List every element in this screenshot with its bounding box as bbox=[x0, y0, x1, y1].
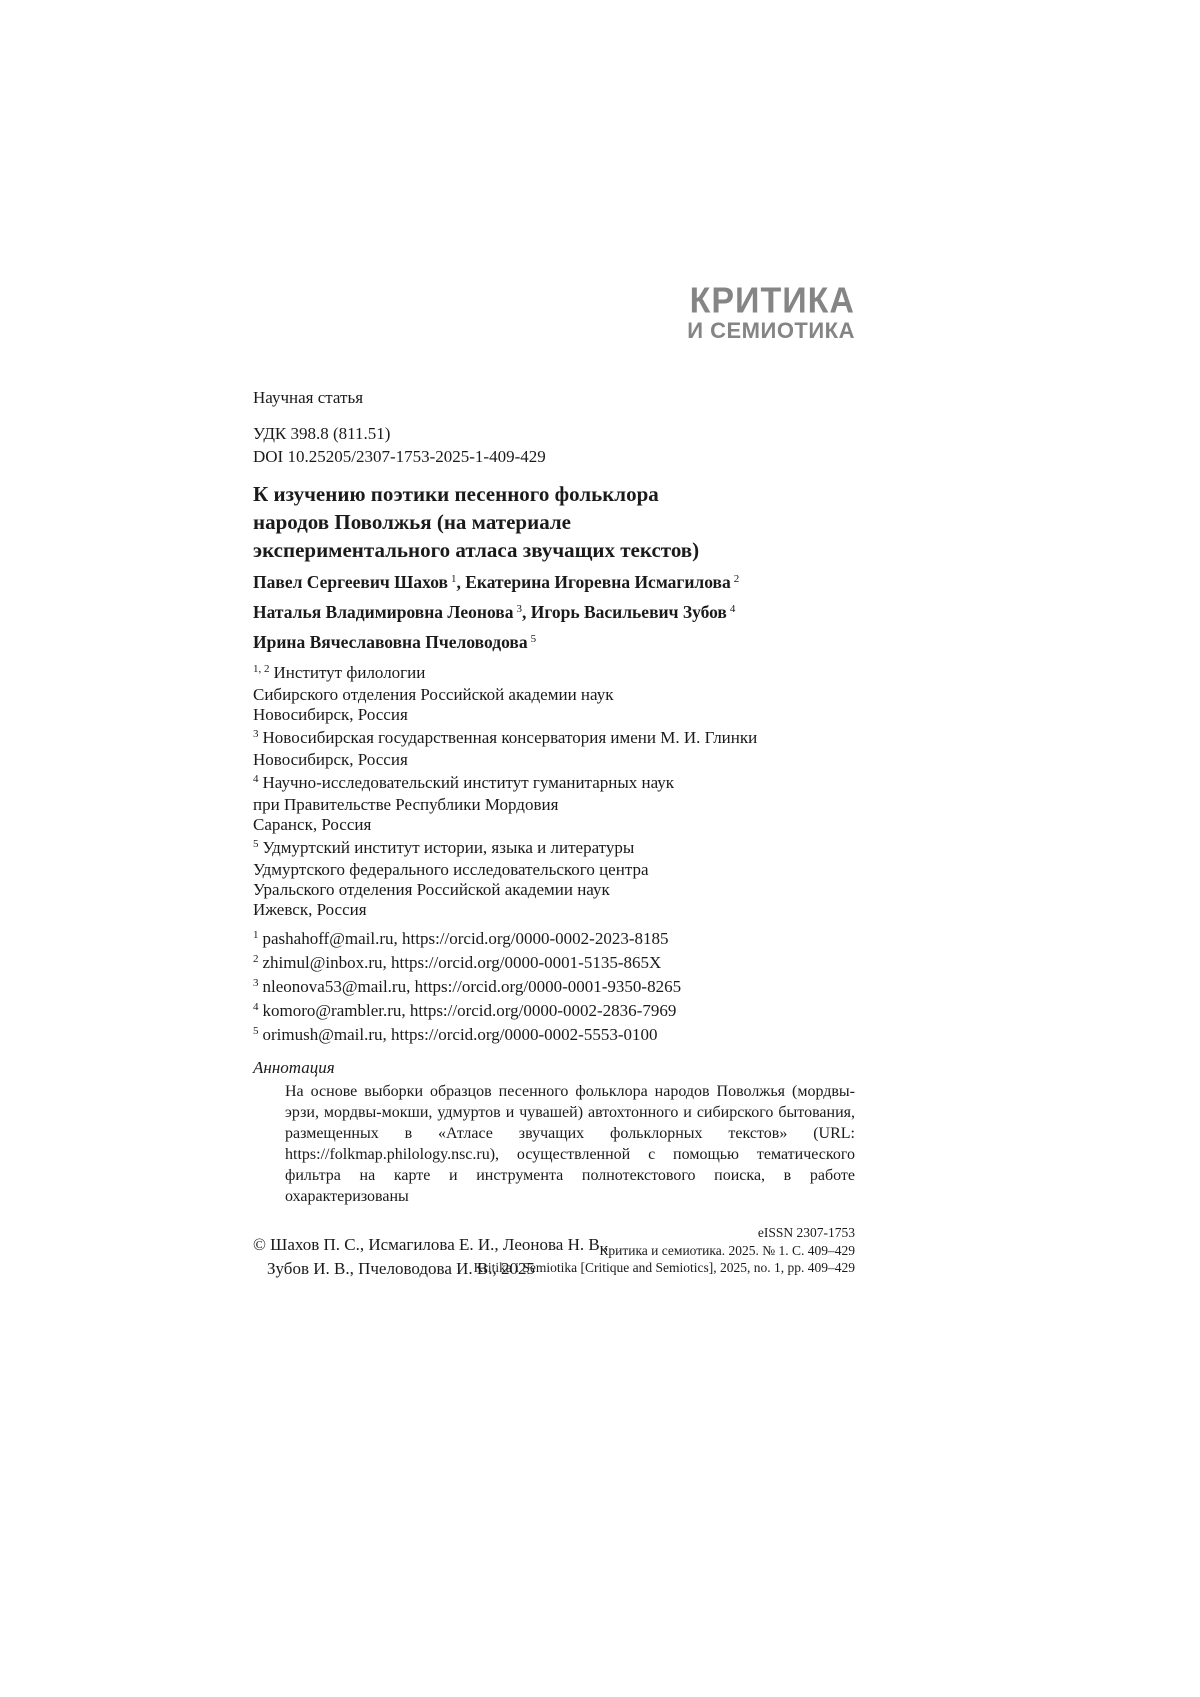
affiliation-line: Саранск, Россия bbox=[253, 815, 372, 834]
abstract-label: Аннотация bbox=[253, 1058, 335, 1077]
affiliation bbox=[253, 663, 855, 725]
article-title-line: экспериментального атласа звучащих текстов) bbox=[253, 538, 700, 562]
contact-line bbox=[253, 1000, 855, 1024]
affiliation-line: Новосибирская государственная консерватория имени М. И. Глинки bbox=[262, 728, 758, 747]
contact-text: zhimul@inbox.ru, https://orcid.org/0000-0001-5135-865X bbox=[262, 953, 662, 972]
affiliation-line: Уральского отделения Российской академии наук bbox=[253, 880, 610, 899]
contact-text: komoro@rambler.ru, https://orcid.org/0000-0002-2836-7969 bbox=[262, 1001, 677, 1020]
journal-logo-subtitle: И СЕМИОТИКА bbox=[687, 318, 855, 343]
affiliation-ref: 1, 2 bbox=[253, 663, 270, 675]
author-affiliation-ref: 5 bbox=[530, 633, 537, 645]
abstract-block bbox=[253, 1058, 855, 1207]
contact-line bbox=[253, 976, 855, 1000]
article-meta bbox=[253, 422, 855, 468]
affiliation-line: при Правительстве Республики Мордовия bbox=[253, 795, 559, 814]
journal-footer bbox=[474, 1224, 855, 1277]
contact-line bbox=[253, 952, 855, 976]
author-name: Павел Сергеевич Шахов bbox=[253, 572, 448, 592]
copyright-line: Зубов И. В., Пчеловодова И. В., 2025 bbox=[267, 1259, 535, 1278]
author-affiliation-ref: 1 bbox=[450, 573, 457, 585]
author-row bbox=[253, 599, 855, 629]
contact-line bbox=[253, 1024, 855, 1048]
contact-text: orimush@mail.ru, https://orcid.org/0000-0002-5553-0100 bbox=[262, 1025, 658, 1044]
affiliation-line: Удмуртского федерального исследовательского центра bbox=[253, 860, 649, 879]
doi-line: DOI 10.25205/2307-1753-2025-1-409-429 bbox=[253, 447, 546, 466]
citation-ru: Критика и семиотика. 2025. № 1. С. 409–429 bbox=[599, 1242, 855, 1258]
author-separator: , bbox=[521, 602, 531, 622]
affiliation-ref: 4 bbox=[253, 773, 259, 785]
author-row bbox=[253, 569, 855, 599]
author-name: Ирина Вячеславовна Пчеловодова bbox=[253, 632, 528, 652]
article-content bbox=[253, 388, 855, 1281]
affiliation bbox=[253, 838, 855, 920]
eissn-line: eISSN 2307-1753 bbox=[757, 1225, 855, 1240]
journal-logo-title: КРИТИКА bbox=[689, 280, 855, 321]
affiliation-line: Удмуртский институт истории, языка и литературы bbox=[262, 838, 635, 857]
article-type-label: Научная статья bbox=[253, 388, 364, 407]
affiliation bbox=[253, 773, 855, 835]
article-title-line: К изучению поэтики песенного фольклора bbox=[253, 482, 659, 506]
affiliation-line: Сибирского отделения Российской академии наук bbox=[253, 685, 614, 704]
affiliation-line: Институт филологии bbox=[273, 663, 426, 682]
contact-ref: 5 bbox=[253, 1025, 259, 1037]
udc-line: УДК 398.8 (811.51) bbox=[253, 424, 391, 443]
article-title bbox=[253, 480, 855, 564]
author-affiliation-ref: 2 bbox=[733, 573, 740, 585]
contact-ref: 2 bbox=[253, 953, 259, 965]
contact-ref: 3 bbox=[253, 977, 259, 989]
author-name: Игорь Васильевич Зубов bbox=[530, 602, 727, 622]
journal-logo bbox=[687, 280, 855, 343]
author-name: Екатерина Игоревна Исмагилова bbox=[465, 572, 731, 592]
contact-line bbox=[253, 928, 855, 952]
contact-text: nleonova53@mail.ru, https://orcid.org/0000-0001-9350-8265 bbox=[262, 977, 682, 996]
article-title-line: народов Поволжья (на материале bbox=[253, 510, 571, 534]
affiliation-line: Новосибирск, Россия bbox=[253, 750, 408, 769]
authors-block bbox=[253, 569, 855, 659]
author-separator: , bbox=[456, 572, 466, 592]
contacts-block bbox=[253, 928, 855, 1048]
affiliations-block bbox=[253, 663, 855, 920]
author-affiliation-ref: 3 bbox=[516, 603, 522, 615]
copyright-line: © Шахов П. С., Исмагилова Е. И., Леонова Н. В., bbox=[253, 1235, 609, 1254]
affiliation-ref: 3 bbox=[253, 728, 259, 740]
affiliation-ref: 5 bbox=[253, 838, 259, 850]
contact-text: pashahoff@mail.ru, https://orcid.org/0000-0002-2023-8185 bbox=[262, 929, 669, 948]
author-row bbox=[253, 629, 855, 659]
affiliation bbox=[253, 728, 855, 770]
contact-ref: 1 bbox=[253, 929, 259, 941]
affiliation-line: Ижевск, Россия bbox=[253, 900, 367, 919]
author-affiliation-ref: 4 bbox=[729, 603, 736, 615]
author-name: Наталья Владимировна Леонова bbox=[253, 602, 514, 622]
citation-en: Kritika i Semiotika [Critique and Semiotics], 2025, no. 1, pp. 409–429 bbox=[473, 1260, 855, 1275]
contact-ref: 4 bbox=[253, 1001, 259, 1013]
affiliation-line: Научно-исследовательский институт гуманитарных наук bbox=[262, 773, 675, 792]
abstract-body: На основе выборки образцов песенного фольклора народов Поволжья (мордвы-эрзи, мордвы-мокши, удмуртов и чувашей) автохтонного и сибирского бытования, размещенных в «Атласе звучащих фольклорных текстов» (URL: https://folkmap.philology.nsc.ru), осуществленной с помощью тематического фильтра на карте и инструмента полнотекстового поиска, в работе охарактеризованы bbox=[285, 1083, 855, 1205]
affiliation-line: Новосибирск, Россия bbox=[253, 705, 408, 724]
